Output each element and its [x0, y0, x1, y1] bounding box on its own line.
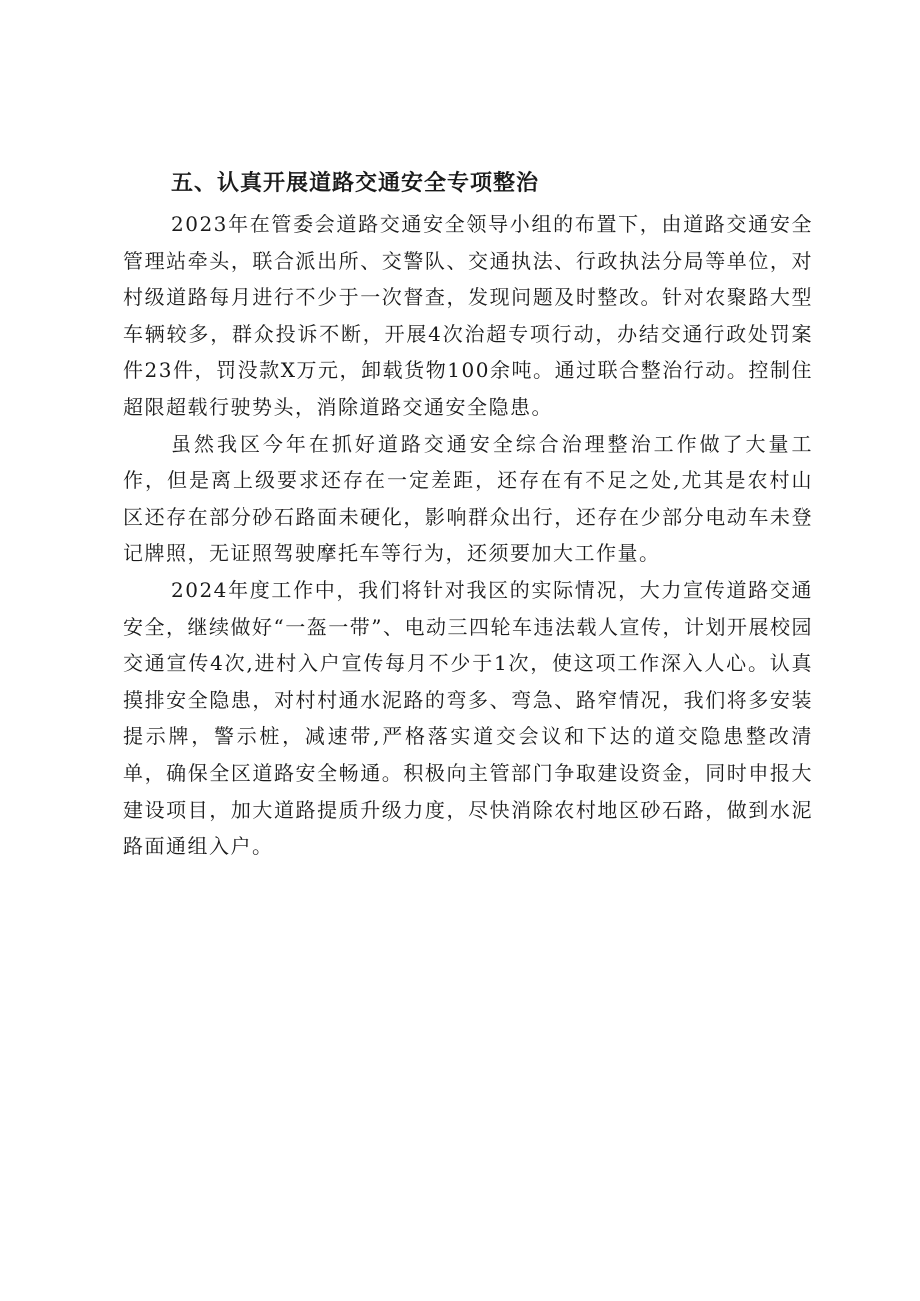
paragraph-2: 虽然我区今年在抓好道路交通安全综合治理整治工作做了大量工作，但是离上级要求还存在一定差距，还存在有不足之处,尤其是农村山区还存在部分砂石路面未硬化，影响群众出行，还存在少部分电动车未登记牌照，无证照驾驶摩托车等行为，还须要加大工作量。: [123, 431, 813, 566]
paragraph-1: 2023年在管委会道路交通安全领导小组的布置下，由道路交通安全管理站牵头，联合派出所、交警队、交通执法、行政执法分局等单位，对村级道路每月进行不少于一次督查，发现问题及时整改。针对农聚路大型车辆较多，群众投诉不断，开展4次治超专项行动，办结交通行政处罚案件23件，罚没款X万元，卸载货物100余吨。通过联合整治行动。控制住超限超载行驶势头，消除道路交通安全隐患。: [123, 212, 813, 419]
paragraph-3: 2024年度工作中，我们将针对我区的实际情况，大力宣传道路交通安全，继续做好“一盔一带”、电动三四轮车违法载人宣传，计划开展校园交通宣传4次,进村入户宣传每月不少于1次，使这项工作深入人心。认真摸排安全隐患，对村村通水泥路的弯多、弯急、路窄情况，我们将多安装提示牌，警示桩，减速带,严格落实道交会议和下达的道交隐患整改清单，确保全区道路安全畅通。积极向主管部门争取建设资金，同时申报大建设项目，加大道路提质升级力度，尽快消除农村地区砂石路，做到水泥路面通组入户。: [123, 577, 813, 859]
section-heading: 五、认真开展道路交通安全专项整治: [171, 171, 540, 196]
document-body: [123, 164, 813, 865]
